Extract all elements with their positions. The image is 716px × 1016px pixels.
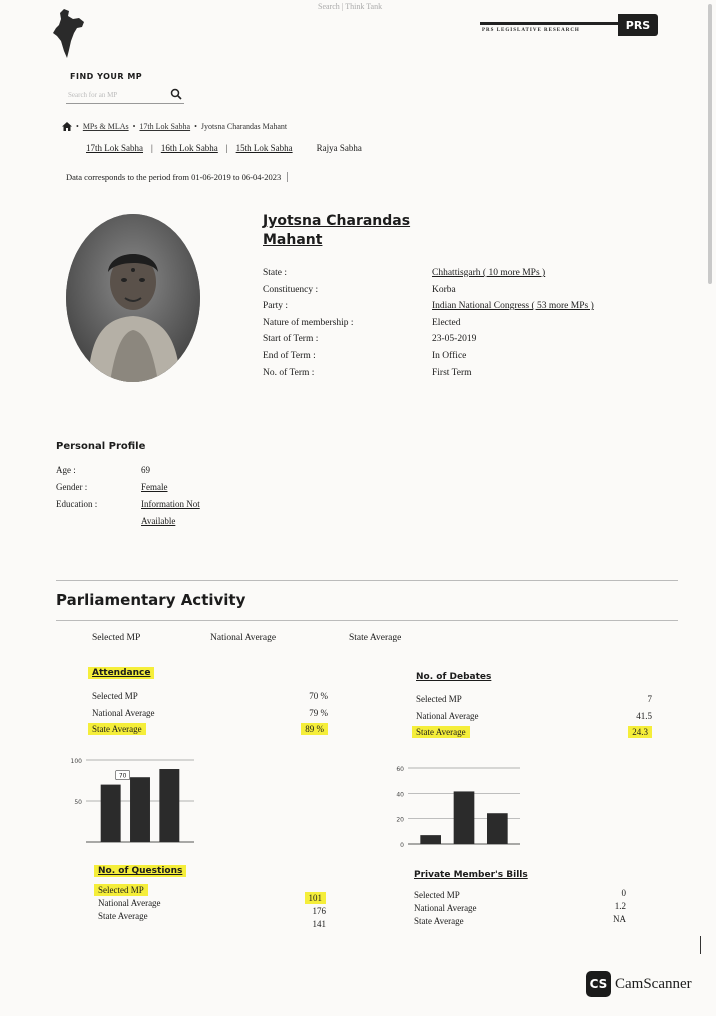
attendance-title	[88, 668, 154, 678]
attendance-labels	[92, 688, 155, 738]
prs-logo: PRS	[618, 14, 658, 36]
bills-national-label: National Average	[414, 903, 477, 913]
parliamentary-activity-title: Parliamentary Activity	[56, 591, 246, 609]
y-tick-label: 100	[70, 758, 82, 765]
debates-chart	[390, 760, 526, 850]
debates-title: No. of Debates	[416, 672, 492, 682]
mp-name: Jyotsna Charandas Mahant	[263, 213, 411, 248]
search-input[interactable]	[66, 87, 184, 104]
divider	[56, 580, 678, 581]
prs-rule	[480, 22, 620, 25]
mp-info-values	[432, 265, 594, 381]
questions-national-label: National Average	[98, 898, 161, 908]
bills-state-label: State Average	[414, 916, 464, 926]
education-value-link[interactable]: Information Not Available	[141, 499, 200, 526]
camscanner-logo: CS	[586, 971, 611, 997]
constituency-value: Korba	[432, 284, 456, 295]
attendance-chart	[70, 752, 200, 848]
y-tick-label: 20	[396, 816, 404, 824]
y-tick-label: 50	[74, 799, 82, 806]
questions-title-text: No. of Questions	[94, 865, 186, 877]
prs-brand[interactable]	[480, 14, 660, 36]
y-tick-label: 40	[396, 791, 404, 799]
find-mp-title: FIND YOUR MP	[70, 72, 143, 81]
age-value: 69	[141, 465, 150, 475]
camscanner-watermark	[586, 971, 692, 997]
end-term-label: End of Term :	[263, 350, 316, 361]
attendance-national-label: National Average	[92, 707, 155, 718]
debates-state-label-wrap	[412, 724, 479, 741]
personal-profile-values	[141, 462, 231, 530]
gender-label: Gender :	[56, 482, 88, 492]
education-label: Education :	[56, 499, 98, 509]
bills-selected-label: Selected MP	[414, 890, 460, 900]
gender-value-link[interactable]: Female	[141, 482, 168, 492]
private-bills-labels	[414, 889, 477, 928]
personal-profile-title: Personal Profile	[56, 441, 146, 452]
attendance-selected-value: 70 %	[309, 691, 328, 701]
attendance-values	[280, 688, 328, 738]
questions-state-label: State Average	[98, 911, 148, 921]
questions-selected-label: Selected MP	[94, 884, 148, 896]
attendance-state-label-wrap	[88, 721, 155, 738]
questions-national-value: 176	[312, 906, 326, 916]
link-rajya-sabha[interactable]: Rajya Sabha	[316, 143, 362, 153]
attendance-title-text: Attendance	[88, 667, 154, 679]
debates-values	[596, 691, 652, 741]
state-value-link[interactable]: Chhattisgarh ( 10 more MPs )	[432, 268, 546, 278]
mp-info-labels	[263, 265, 354, 381]
bills-state-value: NA	[613, 914, 626, 924]
debates-selected-value: 7	[647, 694, 652, 704]
breadcrumb-17th-lok-sabha[interactable]: 17th Lok Sabha	[139, 122, 191, 131]
india-map-icon[interactable]	[52, 8, 86, 65]
questions-selected-label-wrap	[94, 884, 161, 897]
membership-value: Elected	[432, 317, 461, 328]
breadcrumb-separator: •	[194, 122, 197, 131]
attendance-selected-label: Selected MP	[92, 691, 138, 701]
link-separator: |	[151, 143, 153, 153]
link-17th-lok-sabha[interactable]: 17th Lok Sabha	[86, 143, 143, 153]
breadcrumb	[62, 122, 287, 131]
personal-profile-labels	[56, 462, 97, 513]
camscanner-text: CamScanner	[615, 975, 692, 992]
y-tick-label: 60	[396, 766, 404, 773]
search-placeholder: Search for an MP	[68, 91, 118, 99]
questions-state-value: 141	[312, 919, 326, 929]
search-icon[interactable]	[170, 88, 182, 100]
header-top-text: Search | Think Tank	[318, 2, 383, 11]
debates-labels	[416, 691, 479, 741]
debates-state-value: 24.3	[628, 726, 652, 738]
debates-state-label: State Average	[412, 726, 470, 738]
legend-selected-mp: Selected MP	[92, 633, 141, 643]
bar-tooltip-label: 70	[118, 772, 127, 780]
bar-selected-mp	[101, 785, 121, 842]
bar-selected-mp	[420, 835, 441, 844]
state-label: State :	[263, 268, 288, 278]
mp-photo	[66, 214, 200, 382]
legend-national-average: National Average	[210, 633, 277, 643]
bar-state-average	[159, 769, 179, 842]
legend-state-average: State Average	[349, 633, 402, 643]
bar-state-average	[487, 813, 508, 844]
link-separator: |	[225, 143, 228, 153]
term-count-value: First Term	[432, 367, 472, 378]
attendance-state-label: State Average	[88, 723, 146, 735]
link-16th-lok-sabha[interactable]: 16th Lok Sabha	[160, 143, 218, 153]
questions-labels	[98, 884, 161, 923]
divider	[56, 620, 678, 621]
debates-selected-label: Selected MP	[416, 694, 462, 704]
prs-org-text: PRS LEGISLATIVE RESEARCH	[482, 28, 580, 33]
questions-values	[288, 892, 326, 931]
period-note: Data corresponds to the period from 01-06-2019 to 06-04-2023	[66, 172, 288, 182]
private-bills-values	[596, 887, 626, 926]
attendance-state-value: 89 %	[301, 723, 328, 735]
party-label: Party :	[263, 301, 289, 312]
private-bills-title: Private Member's Bills	[414, 870, 528, 880]
home-icon[interactable]	[62, 122, 72, 131]
bills-national-value: 1.2	[614, 901, 626, 911]
membership-label: Nature of membership :	[263, 317, 354, 328]
questions-selected-value-wrap	[288, 892, 326, 905]
lok-sabha-links	[86, 143, 362, 153]
age-label: Age :	[56, 465, 76, 475]
constituency-label: Constituency :	[263, 284, 319, 295]
debates-national-label: National Average	[416, 710, 479, 721]
party-value-link[interactable]: Indian National Congress ( 53 more MPs )	[432, 301, 594, 312]
bills-selected-value: 0	[621, 888, 626, 898]
start-term-label: Start of Term :	[263, 334, 319, 345]
debates-state-value-wrap	[596, 724, 652, 741]
questions-selected-value: 101	[305, 892, 327, 904]
y-tick-label: 0	[400, 842, 404, 849]
scan-edge-mark	[700, 936, 701, 954]
breadcrumb-separator: •	[132, 122, 136, 131]
breadcrumb-mps-mlas[interactable]: MPs & MLAs	[82, 122, 129, 131]
attendance-state-value-wrap	[280, 721, 328, 738]
bar-national-average	[454, 791, 475, 844]
breadcrumb-separator: •	[76, 122, 79, 131]
questions-title	[94, 866, 186, 876]
term-count-label: No. of Term :	[263, 367, 315, 378]
attendance-national-value: 79 %	[309, 707, 328, 718]
link-15th-lok-sabha[interactable]: 15th Lok Sabha	[235, 143, 293, 153]
scrollbar[interactable]	[708, 4, 712, 284]
bar-national-average	[130, 777, 150, 842]
start-term-value: 23-05-2019	[432, 334, 477, 345]
debates-national-value: 41.5	[636, 710, 652, 721]
end-term-value: In Office	[432, 350, 467, 361]
breadcrumb-current: Jyotsna Charandas Mahant	[200, 122, 288, 131]
